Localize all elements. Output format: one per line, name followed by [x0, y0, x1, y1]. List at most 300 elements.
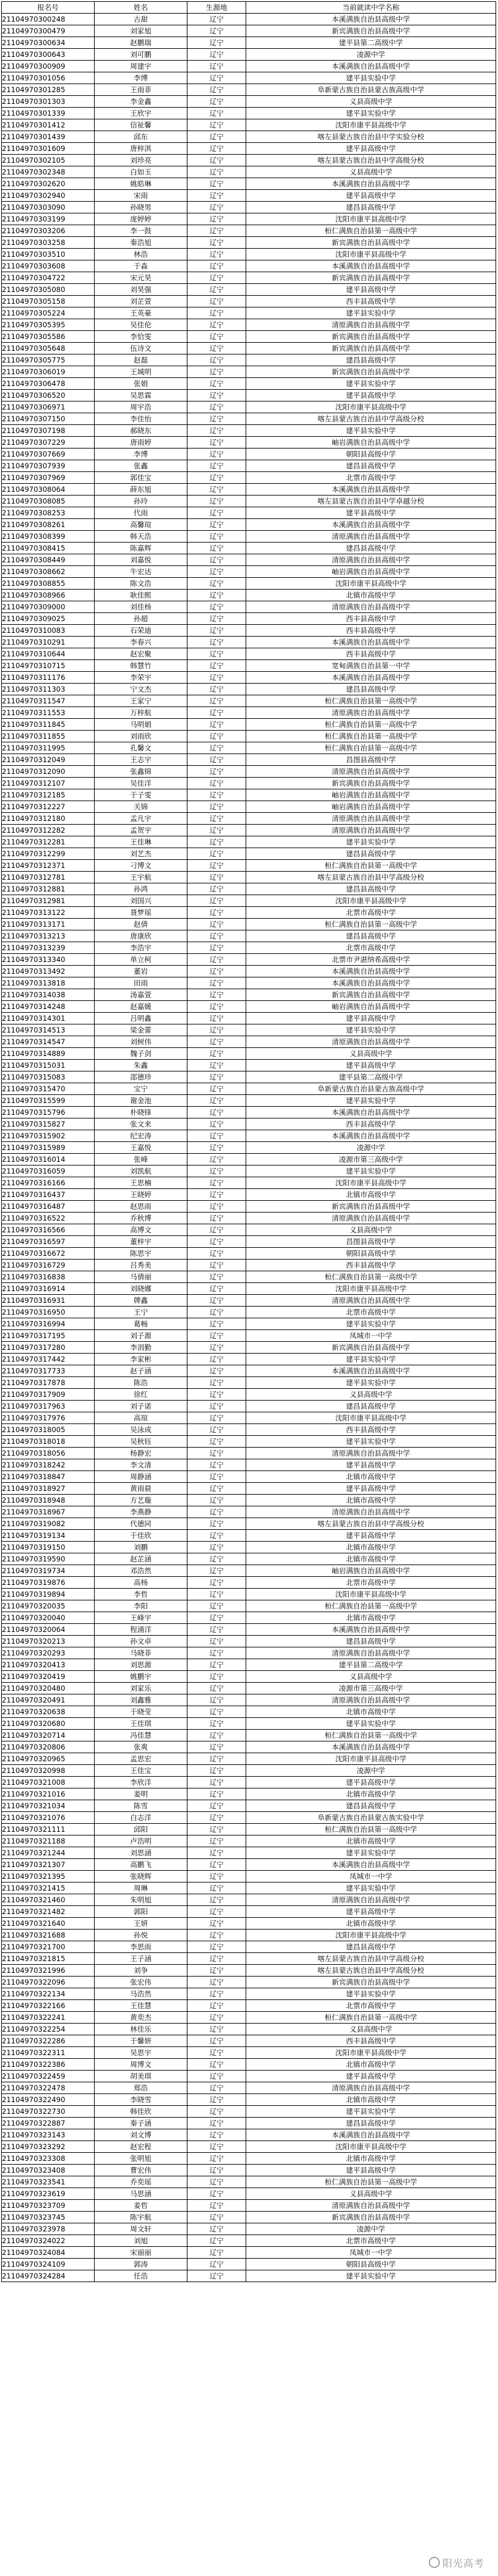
cell-name: 高杨 [95, 1577, 187, 1589]
cell-school: 北镇市高级中学 [246, 1918, 496, 1930]
cell-source: 辽宁 [187, 1647, 246, 1659]
cell-id: 21104970321688 [2, 1930, 95, 1941]
cell-school: 西丰县高级中学 [246, 296, 496, 307]
cell-source: 辽宁 [187, 437, 246, 449]
cell-name: 宝宁 [95, 1083, 187, 1095]
cell-school: 朝阳县高级中学 [246, 1248, 496, 1260]
cell-name: 马思涵 [95, 2188, 187, 2200]
cell-source: 辽宁 [187, 625, 246, 637]
cell-name: 王英豪 [95, 307, 187, 319]
cell-school: 沈阳市康平县高级中学 [246, 249, 496, 260]
table-row [2, 1142, 496, 1154]
cell-source: 辽宁 [187, 1706, 246, 1718]
cell-name: 代德同 [95, 1518, 187, 1530]
cell-id: 21104970306971 [2, 401, 95, 413]
cell-school: 建平县实验中学 [246, 2270, 496, 2282]
cell-id: 21104970312281 [2, 836, 95, 848]
cell-school: 岫岩满族自治县高级中学 [246, 801, 496, 813]
cell-id: 21104970320998 [2, 1765, 95, 1777]
cell-name: 吕明鑫 [95, 1013, 187, 1024]
table-row [2, 1424, 496, 1436]
watermark-logo-icon [429, 2557, 440, 2568]
cell-source: 辽宁 [187, 25, 246, 37]
table-row [2, 1248, 496, 1260]
cell-name: 刘国兴 [95, 895, 187, 907]
cell-school: 建平县实验中学 [246, 1354, 496, 1365]
table-row [2, 1636, 496, 1647]
cell-name: 王宁 [95, 1307, 187, 1318]
cell-school: 建平县高级中学 [246, 507, 496, 519]
cell-id: 21104970317733 [2, 1365, 95, 1377]
cell-source: 辽宁 [187, 836, 246, 848]
cell-id: 21104970305395 [2, 319, 95, 331]
cell-id: 21104970317280 [2, 1342, 95, 1354]
cell-id: 21104970321815 [2, 1953, 95, 1965]
cell-source: 辽宁 [187, 566, 246, 578]
table-row [2, 1107, 496, 1118]
cell-school: 西丰县高级中学 [246, 1424, 496, 1436]
table-row [2, 2059, 496, 2071]
table-row [2, 2141, 496, 2153]
cell-id: 21104970320040 [2, 1612, 95, 1624]
table-row [2, 1189, 496, 1201]
cell-id: 21104970318847 [2, 1471, 95, 1483]
cell-source: 辽宁 [187, 155, 246, 166]
table-row [2, 989, 496, 1001]
table-row [2, 1730, 496, 1741]
cell-source: 辽宁 [187, 1342, 246, 1354]
cell-source: 辽宁 [187, 1847, 246, 1859]
cell-school: 北镇市高级中学 [246, 1189, 496, 1201]
cell-school: 建平县实验中学 [246, 72, 496, 84]
cell-school: 建平县高级中学 [246, 1530, 496, 1542]
cell-name: 林浩 [95, 249, 187, 260]
cell-name: 张文来 [95, 1118, 187, 1130]
cell-source: 辽宁 [187, 202, 246, 213]
cell-name: 谢金池 [95, 1095, 187, 1107]
cell-id: 21104970310644 [2, 648, 95, 660]
cell-name: 李金鑫 [95, 96, 187, 108]
cell-name: 李家彬 [95, 1354, 187, 1365]
table-row [2, 637, 496, 648]
cell-name: 高瑄 [95, 1412, 187, 1424]
cell-source: 辽宁 [187, 1495, 246, 1506]
cell-name: 郭佳宝 [95, 472, 187, 484]
cell-id: 21104970321244 [2, 1847, 95, 1859]
cell-school: 桓仁满族自治县第一高级中学 [246, 1824, 496, 1835]
cell-name: 孟思宏 [95, 1753, 187, 1765]
table-row [2, 883, 496, 895]
cell-id: 21104970316437 [2, 1189, 95, 1201]
table-row [2, 1953, 496, 1965]
cell-name: 张爽 [95, 1741, 187, 1753]
cell-source: 辽宁 [187, 2094, 246, 2106]
table-row [2, 213, 496, 225]
cell-source: 辽宁 [187, 907, 246, 919]
cell-name: 赵鹏瑞 [95, 37, 187, 49]
cell-name: 王佳宝 [95, 1765, 187, 1777]
cell-source: 辽宁 [187, 84, 246, 96]
cell-id: 21104970317878 [2, 1377, 95, 1389]
watermark [429, 2556, 484, 2570]
cell-school: 建昌县高级中学 [246, 848, 496, 860]
cell-school: 建平县实验中学 [246, 425, 496, 437]
table-row [2, 49, 496, 61]
cell-name: 于子雯 [95, 789, 187, 801]
cell-school: 建昌县高级中学 [246, 1800, 496, 1812]
cell-id: 21104970322490 [2, 2094, 95, 2106]
cell-source: 辽宁 [187, 2059, 246, 2071]
cell-name: 董梓宇 [95, 1236, 187, 1248]
cell-name: 李晓雪 [95, 2094, 187, 2106]
table-row [2, 1624, 496, 1636]
cell-name: 刘争 [95, 1965, 187, 1977]
cell-id: 21104970310715 [2, 660, 95, 672]
table-row [2, 1694, 496, 1706]
cell-source: 辽宁 [187, 1424, 246, 1436]
cell-school: 北票市高级中学 [246, 2235, 496, 2247]
cell-source: 辽宁 [187, 2012, 246, 2024]
cell-source: 辽宁 [187, 1436, 246, 1448]
cell-school: 北镇市高级中学 [246, 1471, 496, 1483]
cell-id: 21104970322478 [2, 2082, 95, 2094]
cell-source: 辽宁 [187, 977, 246, 989]
cell-id: 21104970310291 [2, 637, 95, 648]
cell-source: 辽宁 [187, 190, 246, 202]
cell-id: 21104970320491 [2, 1694, 95, 1706]
cell-school: 凌源中学 [246, 49, 496, 61]
table-row [2, 1988, 496, 2000]
cell-name: 赵子涵 [95, 1365, 187, 1377]
cell-source: 辽宁 [187, 637, 246, 648]
cell-source: 辽宁 [187, 319, 246, 331]
table-row [2, 707, 496, 719]
cell-id: 21104970323292 [2, 2141, 95, 2153]
table-row [2, 1753, 496, 1765]
cell-school: 北票市高级中学 [246, 907, 496, 919]
cell-name: 吴泳成 [95, 1424, 187, 1436]
cell-name: 王嘉悦 [95, 1142, 187, 1154]
cell-school: 建昌县高级中学 [246, 354, 496, 366]
table-row [2, 1377, 496, 1389]
table-row [2, 401, 496, 413]
cell-school: 清原满族自治县高级中学 [246, 825, 496, 836]
cell-name: 白志洋 [95, 1812, 187, 1824]
table-row [2, 1918, 496, 1930]
cell-school: 昌图县高级中学 [246, 1236, 496, 1248]
cell-source: 辽宁 [187, 72, 246, 84]
cell-id: 21104970320213 [2, 1636, 95, 1647]
cell-name: 朱明旭 [95, 1894, 187, 1906]
table-row [2, 237, 496, 249]
table-row [2, 72, 496, 84]
table-row [2, 1401, 496, 1412]
cell-name: 马晓菲 [95, 1647, 187, 1659]
cell-source: 辽宁 [187, 1506, 246, 1518]
cell-name: 陈宇航 [95, 2212, 187, 2223]
cell-school: 本溪满族自治县高级中学 [246, 1107, 496, 1118]
cell-school: 新宾满族自治县高级中学 [246, 343, 496, 354]
cell-name: 李燕静 [95, 1506, 187, 1518]
cell-name: 刘家旭 [95, 25, 187, 37]
cell-name: 宁文杰 [95, 684, 187, 695]
cell-id: 21104970316014 [2, 1154, 95, 1166]
cell-id: 21104970320064 [2, 1624, 95, 1636]
cell-source: 辽宁 [187, 507, 246, 519]
cell-source: 辽宁 [187, 472, 246, 484]
cell-name: 于馨妍 [95, 2035, 187, 2047]
cell-source: 辽宁 [187, 1459, 246, 1471]
table-row [2, 1118, 496, 1130]
cell-source: 辽宁 [187, 1741, 246, 1753]
table-row [2, 1741, 496, 1753]
table-row [2, 766, 496, 778]
cell-name: 李涓勤 [95, 1342, 187, 1354]
cell-school: 北镇市高级中学 [246, 1495, 496, 1506]
cell-school: 义县高级中学 [246, 1671, 496, 1683]
cell-source: 辽宁 [187, 1448, 246, 1459]
table-row [2, 202, 496, 213]
table-row [2, 778, 496, 789]
cell-name: 魏子剑 [95, 1048, 187, 1060]
cell-source: 辽宁 [187, 672, 246, 684]
table-row [2, 848, 496, 860]
cell-id: 21104970321307 [2, 1859, 95, 1871]
cell-name: 张娟 [95, 378, 187, 390]
cell-source: 辽宁 [187, 2141, 246, 2153]
cell-source: 辽宁 [187, 801, 246, 813]
cell-name: 薛东旭 [95, 484, 187, 496]
cell-name: 伍诗文 [95, 343, 187, 354]
cell-source: 辽宁 [187, 954, 246, 966]
table-row [2, 1965, 496, 1977]
table-row [2, 1224, 496, 1236]
cell-school: 喀左县蒙古族自治县中学高级分校 [246, 1953, 496, 1965]
cell-id: 21104970308415 [2, 543, 95, 554]
cell-name: 吴思霖 [95, 390, 187, 401]
cell-id: 21104970305158 [2, 296, 95, 307]
cell-source: 辽宁 [187, 1083, 246, 1095]
cell-source: 辽宁 [187, 1824, 246, 1835]
table-row [2, 1177, 496, 1189]
table-row [2, 1071, 496, 1083]
cell-school: 建昌县高级中学 [246, 1401, 496, 1412]
cell-id: 21104970318056 [2, 1448, 95, 1459]
cell-id: 21104970303258 [2, 237, 95, 249]
cell-school: 岫岩满族自治县高级中学 [246, 437, 496, 449]
cell-id: 21104970303608 [2, 260, 95, 272]
table-row [2, 1812, 496, 1824]
cell-school: 北镇市高级中学 [246, 2059, 496, 2071]
table-row [2, 613, 496, 625]
cell-name: 刘思源 [95, 1659, 187, 1671]
cell-name: 李阳 [95, 1600, 187, 1612]
cell-id: 21104970305775 [2, 354, 95, 366]
cell-school: 清原满族自治县高级中学 [246, 319, 496, 331]
table-row [2, 2071, 496, 2082]
table-row [2, 1777, 496, 1788]
cell-id: 21104970311845 [2, 719, 95, 731]
cell-id: 21104970312981 [2, 895, 95, 907]
cell-source: 辽宁 [187, 2047, 246, 2059]
cell-school: 建平县实验中学 [246, 1166, 496, 1177]
table-row [2, 178, 496, 190]
cell-name: 刘子诺 [95, 1401, 187, 1412]
table-row [2, 742, 496, 754]
cell-id: 21104970323143 [2, 2129, 95, 2141]
cell-id: 21104970322241 [2, 2012, 95, 2024]
header-name: 姓名 [95, 2, 187, 14]
cell-school: 义县高级中学 [246, 1048, 496, 1060]
table-row [2, 860, 496, 872]
table-row [2, 1565, 496, 1577]
table-row [2, 566, 496, 578]
cell-school: 建平县高级中学 [246, 390, 496, 401]
cell-source: 辽宁 [187, 1600, 246, 1612]
cell-id: 21104970309000 [2, 601, 95, 613]
cell-name: 王思楠 [95, 1177, 187, 1189]
table-row [2, 354, 496, 366]
cell-source: 辽宁 [187, 37, 246, 49]
cell-source: 辽宁 [187, 178, 246, 190]
table-row [2, 977, 496, 989]
cell-source: 辽宁 [187, 789, 246, 801]
cell-id: 21104970312090 [2, 766, 95, 778]
cell-id: 21104970301439 [2, 131, 95, 143]
cell-id: 21104970301609 [2, 143, 95, 155]
cell-name: 刁博文 [95, 860, 187, 872]
cell-school: 本溪满族自治县高级中学 [246, 1130, 496, 1142]
cell-id: 21104970322887 [2, 2118, 95, 2129]
cell-id: 21104970321076 [2, 1812, 95, 1824]
cell-school: 清原满族自治县高级中学 [246, 1647, 496, 1659]
cell-name: 赵思雨 [95, 1201, 187, 1213]
cell-school: 义县高级中学 [246, 1389, 496, 1401]
table-row [2, 919, 496, 930]
cell-source: 辽宁 [187, 166, 246, 178]
table-row [2, 1213, 496, 1224]
cell-name: 赵宏聚 [95, 648, 187, 660]
cell-source: 辽宁 [187, 1001, 246, 1013]
table-row [2, 1589, 496, 1600]
table-row [2, 507, 496, 519]
cell-id: 21104970311553 [2, 707, 95, 719]
table-row [2, 143, 496, 155]
cell-name: 孟凡宇 [95, 813, 187, 825]
cell-id: 21104970316166 [2, 1177, 95, 1189]
cell-id: 21104970316059 [2, 1166, 95, 1177]
cell-id: 21104970319734 [2, 1565, 95, 1577]
table-row [2, 1295, 496, 1307]
cell-school: 义县高级中学 [246, 1224, 496, 1236]
cell-id: 21104970318948 [2, 1495, 95, 1506]
cell-id: 21104970312299 [2, 848, 95, 860]
cell-id: 21104970319134 [2, 1530, 95, 1542]
cell-school: 凌源中学 [246, 1765, 496, 1777]
cell-name: 孙晓男 [95, 202, 187, 213]
cell-id: 21104970308855 [2, 578, 95, 590]
table-row [2, 484, 496, 496]
cell-school: 本溪满族自治县高级中学 [246, 14, 496, 25]
cell-source: 辽宁 [187, 578, 246, 590]
cell-name: 宋雨 [95, 190, 187, 202]
cell-id: 21104970301285 [2, 84, 95, 96]
table-row [2, 166, 496, 178]
cell-id: 21104970317442 [2, 1354, 95, 1365]
table-row [2, 1036, 496, 1048]
table-row [2, 1671, 496, 1683]
cell-source: 辽宁 [187, 519, 246, 531]
table-row [2, 754, 496, 766]
cell-id: 21104970316914 [2, 1283, 95, 1295]
cell-school: 建昌县高级中学 [246, 1941, 496, 1953]
cell-name: 姜哲 [95, 2200, 187, 2212]
cell-source: 辽宁 [187, 966, 246, 977]
cell-name: 冯佳慧 [95, 1730, 187, 1741]
cell-id: 21104970312180 [2, 813, 95, 825]
cell-school: 沈阳市康平县高级中学 [246, 1412, 496, 1424]
table-row [2, 1459, 496, 1471]
cell-id: 21104970316994 [2, 1318, 95, 1330]
cell-name: 陈雪 [95, 1800, 187, 1812]
cell-school: 建平县实验中学 [246, 1095, 496, 1107]
cell-school: 清原满族自治县高级中学 [246, 1036, 496, 1048]
cell-name: 刘鹏 [95, 1542, 187, 1553]
cell-id: 21104970319150 [2, 1542, 95, 1553]
table-row [2, 2212, 496, 2223]
cell-source: 辽宁 [187, 1612, 246, 1624]
cell-id: 21104970316838 [2, 1271, 95, 1283]
cell-name: 邱阳 [95, 1824, 187, 1835]
cell-id: 21104970300248 [2, 14, 95, 25]
table-row [2, 872, 496, 883]
cell-name: 刘晓娜 [95, 1283, 187, 1295]
table-row [2, 37, 496, 49]
cell-name: 唐康欣 [95, 930, 187, 942]
cell-source: 辽宁 [187, 872, 246, 883]
cell-name: 古甜 [95, 14, 187, 25]
cell-school: 北镇市高级中学 [246, 1706, 496, 1718]
cell-source: 辽宁 [187, 1201, 246, 1213]
cell-id: 21104970313492 [2, 966, 95, 977]
table-row [2, 1859, 496, 1871]
table-row [2, 966, 496, 977]
table-row [2, 1436, 496, 1448]
table-row [2, 2118, 496, 2129]
cell-id: 21104970313818 [2, 977, 95, 989]
cell-id: 21104970306520 [2, 390, 95, 401]
cell-name: 张峰 [95, 1154, 187, 1166]
cell-name: 白如玉 [95, 166, 187, 178]
cell-source: 辽宁 [187, 648, 246, 660]
cell-school: 沈阳市康平县高级中学 [246, 2141, 496, 2153]
cell-source: 辽宁 [187, 1318, 246, 1330]
cell-id: 21104970314889 [2, 1048, 95, 1060]
cell-school: 西丰县高级中学 [246, 625, 496, 637]
cell-id: 21104970318018 [2, 1436, 95, 1448]
cell-source: 辽宁 [187, 543, 246, 554]
cell-name: 王妍 [95, 1918, 187, 1930]
cell-id: 21104970312185 [2, 789, 95, 801]
table-row [2, 84, 496, 96]
cell-id: 21104970315796 [2, 1107, 95, 1118]
table-row [2, 260, 496, 272]
cell-name: 李恰雯 [95, 331, 187, 343]
table-row [2, 836, 496, 848]
cell-name: 刘珍亮 [95, 155, 187, 166]
cell-id: 21104970317976 [2, 1412, 95, 1424]
cell-name: 高鹏飞 [95, 1859, 187, 1871]
